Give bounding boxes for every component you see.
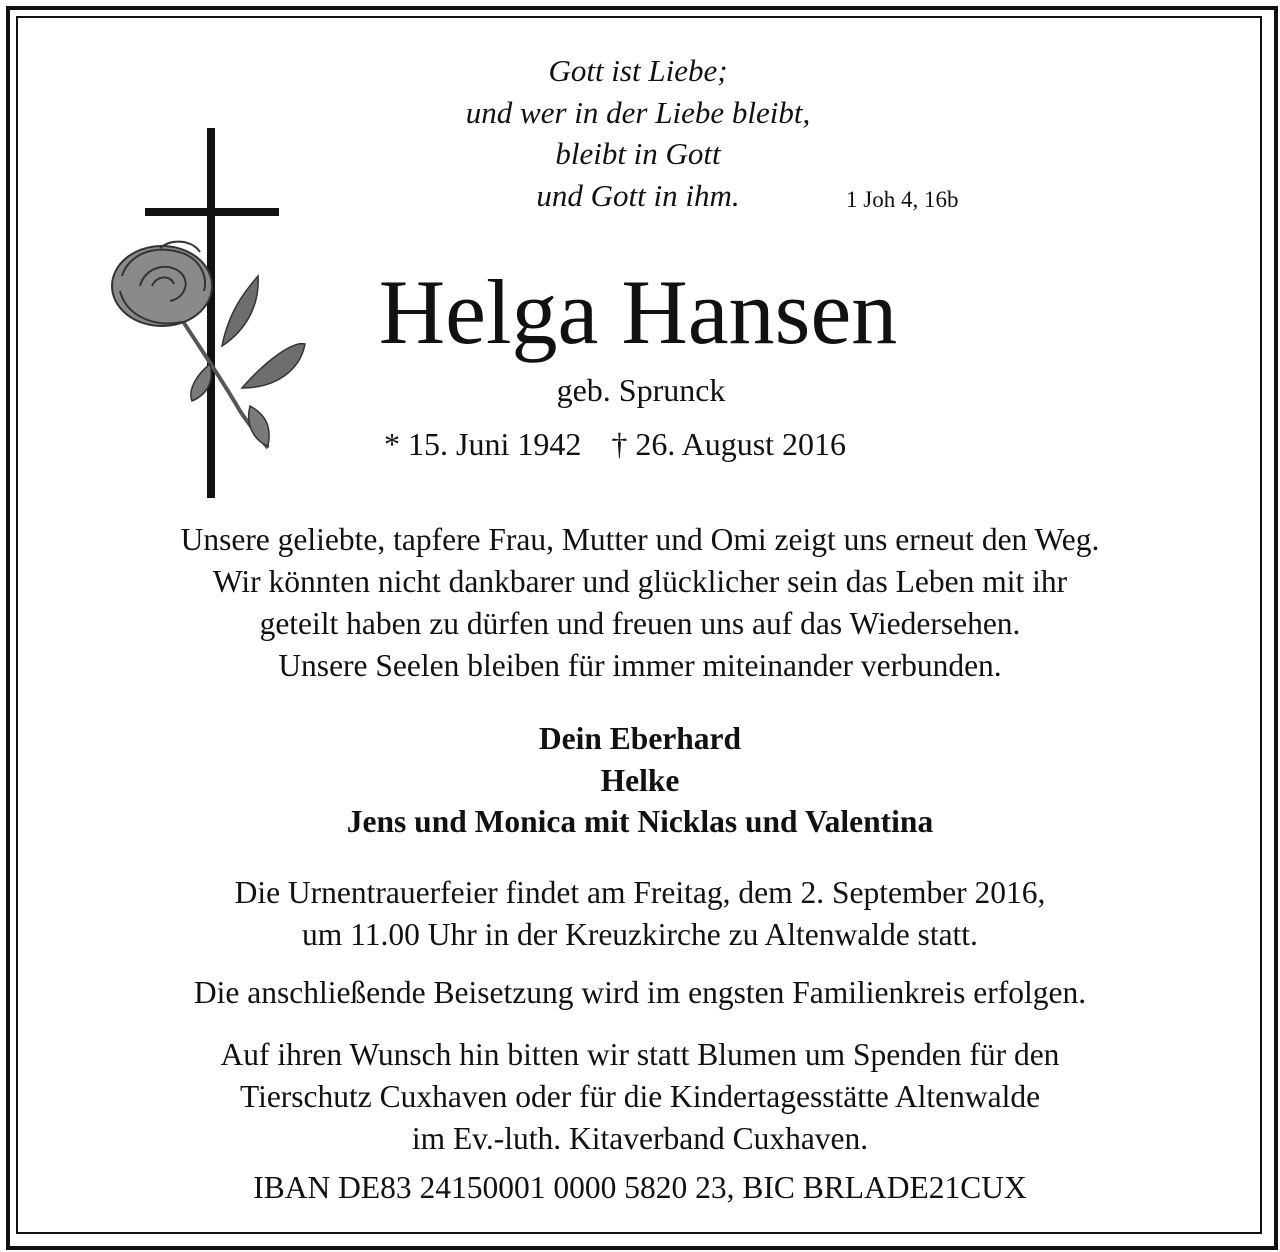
deceased-name [0, 262, 1276, 362]
burial-line: Die anschließende Beisetzung wird im engsten Familienkreis erfolgen. [193, 975, 1087, 1010]
family-line: Jens und Monica mit Nicklas und Valentina [346, 804, 934, 839]
bank-details: IBAN DE83 24150001 0000 5820 23, BIC BRLADE21CUX [253, 1170, 1027, 1205]
donation-line: im Ev.-luth. Kitaverband Cuxhaven. [411, 1121, 869, 1156]
donation-info [0, 1034, 1280, 1160]
verse-line: und wer in der Liebe bleibt, [465, 94, 811, 130]
verse-reference: 1 Joh 4, 16b [846, 187, 959, 212]
message-line: Unsere Seelen bleiben für immer miteinander verbunden. [278, 648, 1002, 683]
family-line: Dein Eberhard [538, 721, 742, 756]
farewell-message [0, 519, 1280, 687]
family-signature [0, 718, 1280, 843]
death-date: † 26. August 2016 [611, 426, 847, 462]
ceremony-line: um 11.00 Uhr in der Kreuzkirche zu Altenwalde statt. [302, 917, 978, 952]
message-line: Unsere geliebte, tapfere Frau, Mutter und Omi zeigt uns erneut den Weg. [180, 522, 1100, 557]
birth-date: * 15. Juni 1942 [384, 426, 582, 462]
ceremony-info [0, 872, 1280, 956]
ceremony-line: Die Urnentrauerfeier findet am Freitag, dem 2. September 2016, [234, 875, 1046, 910]
verse-line: Gott ist Liebe; [548, 53, 728, 88]
maiden-name: geb. Sprunck [556, 372, 726, 408]
message-line: geteilt haben zu dürfen und freuen uns auf das Wiedersehen. [259, 606, 1021, 641]
burial-info [0, 972, 1280, 1014]
verse-line: bleibt in Gott [555, 136, 721, 171]
donation-line: Tierschutz Cuxhaven oder für die Kindertagesstätte Altenwalde [239, 1079, 1041, 1114]
verse-line: und Gott in ihm. [536, 177, 740, 213]
family-line: Helke [600, 762, 680, 798]
donation-line: Auf ihren Wunsch hin bitten wir statt Blumen um Spenden für den [220, 1037, 1060, 1072]
life-dates [384, 426, 846, 462]
deceased-name-text: Helga Hansen [378, 261, 898, 363]
message-line: Wir könnten nicht dankbarer und glücklicher sein das Leben mit ihr [212, 564, 1068, 599]
